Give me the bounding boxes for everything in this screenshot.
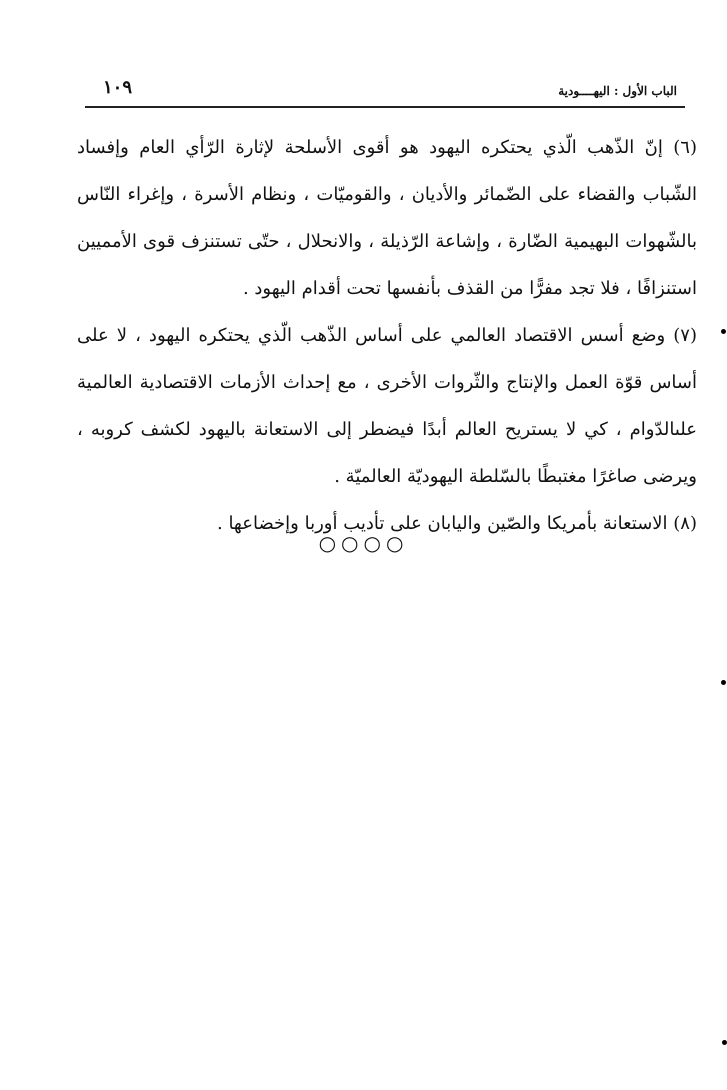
page-number: ١٠٩: [103, 77, 133, 98]
section-end-ornament: ○○○○: [318, 531, 409, 555]
body-text: [77, 124, 697, 547]
paragraph-7: (٧) وضع أسس الاقتصاد العالمي على أساس الذّهب الّذي يحتكره اليهود ، لا على أساس قوّة العمل والإنتاج والثّروات الأخرى ، مع إحداث الأزمات الاقتصادية العالمية علىالدّوام ، كي لا يستريح العالم أبدًا فيضطر إلى الاستعانة باليهود لكشف كروبه ، ويرضى صاغرًا مغتبطًا بالسّلطة اليهوديّة العالميّة .: [77, 325, 697, 487]
page-header: [85, 77, 685, 105]
paragraph-8: (٨) الاستعانة بأمريكا والصّين واليابان على تأديب أوربا وإخضاعها .: [217, 513, 697, 534]
running-head: الباب الأول : اليهــــودية: [558, 84, 677, 98]
header-rule: [85, 106, 685, 108]
paragraph-6: (٦) إنّ الذّهب الّذي يحتكره اليهود هو أقوى الأسلحة لإثارة الرّأي العام وإفساد الشّباب والقضاء على الضّمائر والأديان ، والقوميّات ، ونظام الأسرة ، وإغراء النّاس بالشّهوات البهيمية الضّارة ، وإشاعة الرّذيلة ، والانحلال ، حتّى تستنزف قوى الأمميين استنزافًا ، فلا تجد مفرًّا من القذف بأنفسها تحت أقدام اليهود .: [77, 137, 697, 299]
scan-mark-dot: [721, 680, 726, 685]
scan-mark-dot: [722, 1040, 727, 1045]
scan-mark-dot: [721, 329, 726, 334]
